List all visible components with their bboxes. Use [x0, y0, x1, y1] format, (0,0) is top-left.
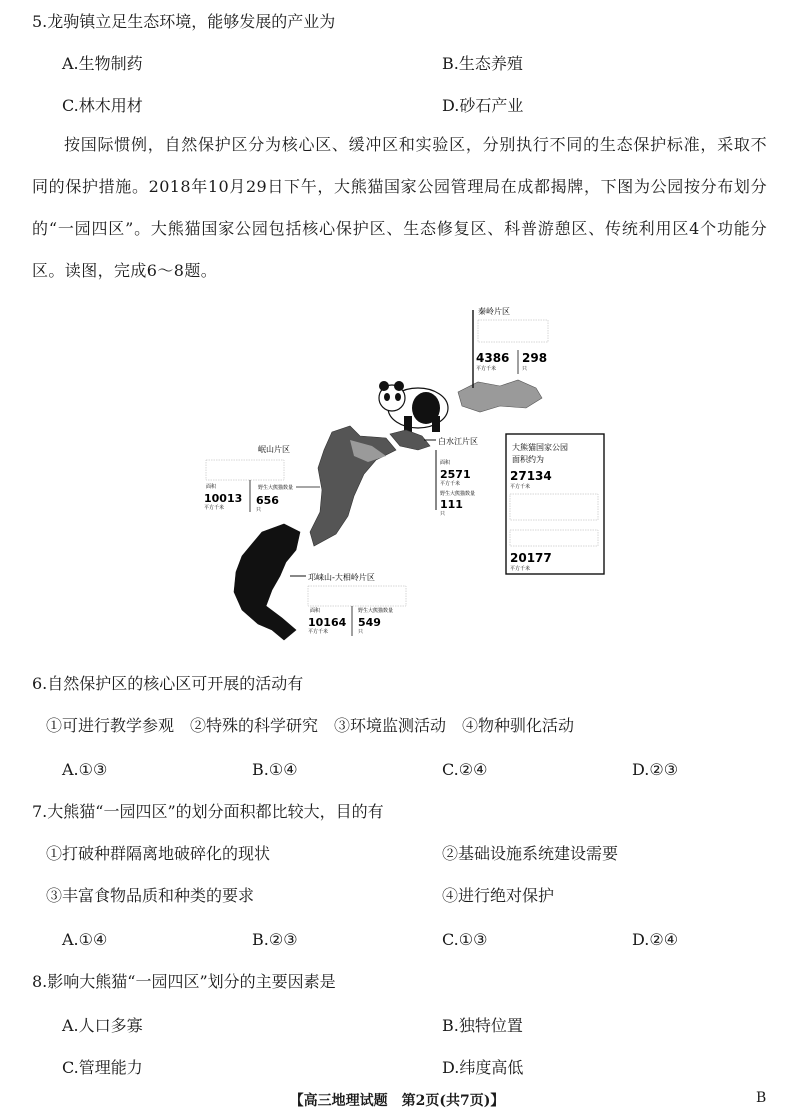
park-area-label: 面积约为: [512, 455, 544, 464]
qinling-pandas: 298: [522, 351, 548, 365]
q8-option-c: C.管理能力: [62, 1058, 143, 1077]
panda-illustration: [379, 381, 448, 432]
panda-park-map: [200, 300, 610, 650]
park-area: 27134: [510, 469, 552, 483]
qionglai-pandas-label: 野生大熊猫数量: [358, 608, 394, 614]
park-area-unit: 平方千米: [510, 484, 531, 490]
baishuijiang-area-label: 面积: [440, 460, 451, 466]
qionglai-title: 邛崃山-大相岭片区: [308, 573, 375, 582]
q6-option-d: D.②③: [632, 760, 679, 779]
q5-option-b: B.生态养殖: [442, 54, 523, 73]
qinling-title: 秦岭片区: [478, 307, 510, 316]
q5-option-d: D.砂石产业: [442, 96, 524, 115]
q6-option-a: A.①③: [62, 760, 108, 779]
baishuijiang-title: 白水江片区: [438, 437, 478, 446]
q7-option-b: B.②③: [252, 930, 298, 949]
qionglai-pandas-unit: 只: [358, 629, 364, 635]
qionglai-area-unit: 平方千米: [308, 629, 329, 635]
q8-stem: 8.影响大熊猫“一园四区”划分的主要因素是: [32, 972, 336, 991]
q7-item-4: ④进行绝对保护: [442, 886, 555, 905]
q7-option-a: A.①④: [62, 930, 108, 949]
baishuijiang-pandas: 111: [440, 498, 463, 511]
minshan-pandas-unit: 只: [256, 507, 262, 513]
q8-option-a: A.人口多寡: [62, 1016, 143, 1035]
minshan-area-unit: 平方千米: [204, 505, 225, 511]
q6-stem: 6.自然保护区的核心区可开展的活动有: [32, 674, 304, 693]
q6-option-b: B.①④: [252, 760, 298, 779]
park-title: 大熊猫国家公园: [512, 443, 568, 452]
q5-stem: 5.龙驹镇立足生态环境，能够发展的产业为: [32, 12, 336, 31]
minshan-area-label: 面积: [206, 484, 217, 490]
park-sub-area: 20177: [510, 551, 552, 565]
minshan-title: 岷山片区: [258, 445, 290, 454]
q5-option-c: C.林木用材: [62, 96, 143, 115]
park-sub-unit: 平方千米: [510, 566, 531, 572]
passage-text: 按国际惯例，自然保护区分为核心区、缓冲区和实验区，分别执行不同的生态保护标准，采取不同的保护措施。2018年10月29日下午，大熊猫国家公园管理局在成都揭牌，下图为公园按分布划分的“一园四区”。大熊猫国家公园包括核心保护区、生态修复区、科普游憩区、传统利用区4个功能分区。读图，完成6～8题。: [32, 135, 767, 280]
q7-item-2: ②基础设施系统建设需要: [442, 844, 619, 863]
q8-option-d: D.纬度高低: [442, 1058, 524, 1077]
qionglai-area: 10164: [308, 616, 347, 629]
q8-option-b: B.独特位置: [442, 1016, 523, 1035]
q7-item-1: ①打破种群隔离地破碎化的现状: [46, 844, 271, 863]
baishuijiang-pandas-label: 野生大熊猫数量: [440, 491, 476, 497]
qinling-region: [458, 380, 542, 412]
q6-items: ①可进行教学参观 ②特殊的科学研究 ③环境监测活动 ④物种驯化活动: [46, 716, 575, 735]
baishuijiang-area-unit: 平方千米: [440, 481, 461, 487]
minshan-pandas-label: 野生大熊猫数量: [258, 485, 294, 491]
baishuijiang-area: 2571: [440, 468, 471, 481]
q6-option-c: C.②④: [442, 760, 488, 779]
baishuijiang-pandas-unit: 只: [440, 511, 446, 517]
q5-option-a: A.生物制药: [62, 54, 143, 73]
minshan-pandas: 656: [256, 494, 279, 507]
q7-option-c: C.①③: [442, 930, 488, 949]
qinling-area: 4386: [476, 351, 510, 365]
qionglai-area-label: 面积: [310, 608, 321, 614]
qinling-pandas-unit: 只: [522, 366, 528, 372]
footer-page-info: 【高三地理试题 第2页(共7页)】: [289, 1093, 505, 1109]
minshan-area: 10013: [204, 492, 243, 505]
qionglai-region: [234, 524, 300, 640]
qionglai-pandas: 549: [358, 616, 381, 629]
q7-stem: 7.大熊猫“一园四区”的划分面积都比较大，目的有: [32, 802, 384, 821]
q7-item-3: ③丰富食物品质和种类的要求: [46, 886, 255, 905]
footer-version: B: [756, 1090, 767, 1106]
qinling-area-unit: 平方千米: [476, 366, 497, 372]
q7-option-d: D.②④: [632, 930, 679, 949]
